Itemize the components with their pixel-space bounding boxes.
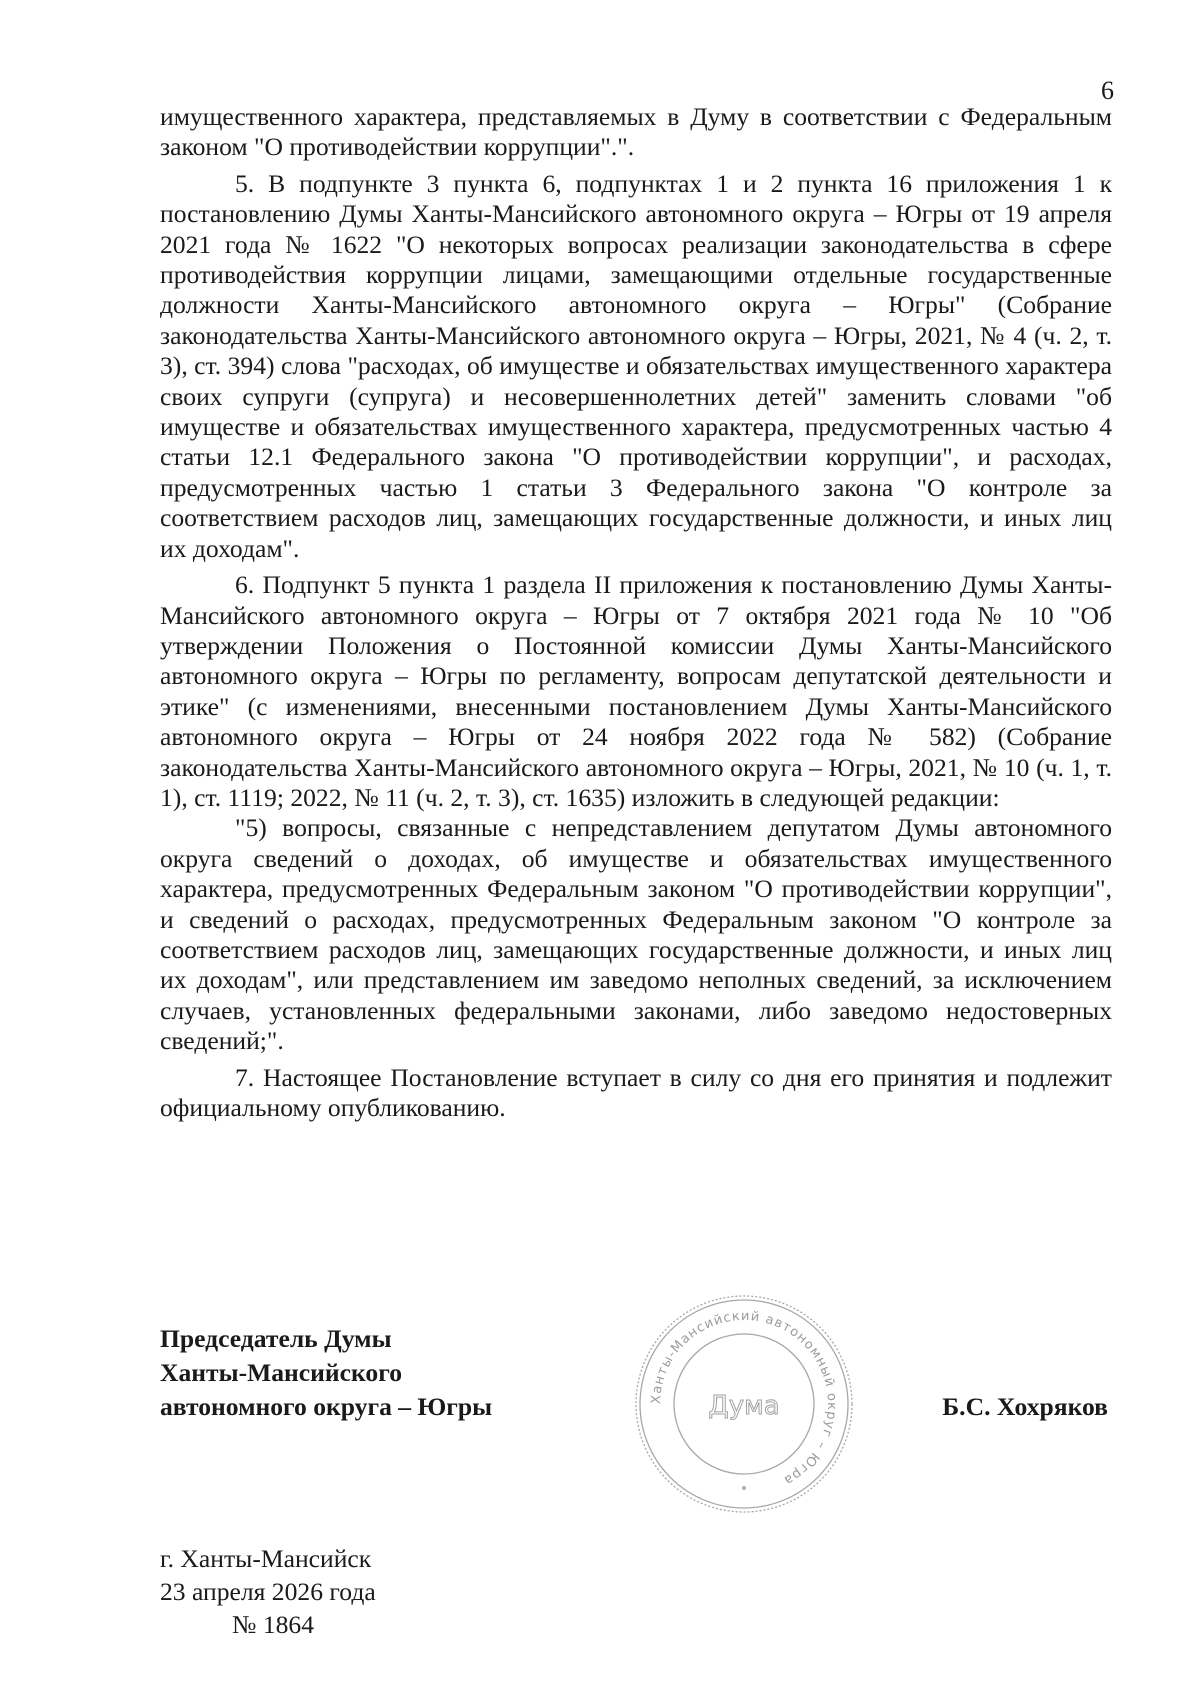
- footer-city: г. Ханты-Мансийск: [160, 1544, 372, 1573]
- seal-ring-text: Ханты-Мансийский автономный округ – Югра: [648, 1308, 840, 1489]
- seal-center-text: Дума: [708, 1391, 780, 1421]
- footer-date: 23 апреля 2026 года: [160, 1577, 376, 1606]
- official-seal-stamp: [630, 1290, 858, 1518]
- paragraph-item-7: 7. Настоящее Постановление вступает в силу со дня его принятия и подлежит официальному опубликованию.: [160, 1062, 1112, 1122]
- signature-title-line: автономного округа – Югры: [160, 1392, 493, 1421]
- document-footer: [160, 1542, 376, 1641]
- document-body: [160, 102, 1112, 1123]
- signer-name: Б.С. Хохряков: [942, 1392, 1108, 1421]
- page-number: 6: [1101, 76, 1114, 105]
- paragraph-item-6: 6. Подпункт 5 пункта 1 раздела II приложения к постановлению Думы Ханты-Мансийского автономного округа – Югры от 7 октября 2021 года № 10 "Об утверждении Положения о Постоянной комиссии Думы Ханты-Мансийского автономного округа – Югры по регламенту, вопросам депутатской деятельности и этике" (с изменениями, внесенными постановлением Думы Ханты-Мансийского автономного округа – Югры от 24 ноября 2022 года № 582) (Собрание законодательства Ханты-Мансийского автономного округа – Югры, 2021, № 10 (ч. 1, т. 1), ст. 1119; 2022, № 11 (ч. 2, т. 3), ст. 1635) изложить в следующей редакции:: [160, 570, 1112, 812]
- signature-title-line: Председатель Думы: [160, 1324, 392, 1353]
- paragraph-item-6-quote: "5) вопросы, связанные с непредставлением депутатом Думы автономного округа сведений о доходах, об имуществе и обязательствах имущественного характера, предусмотренных Федеральным законом "О противодействии коррупции", и сведений о расходах, предусмотренных Федеральным законом "О контроле за соответствием расходов лиц, замещающих государственные должности, и иных лиц их доходам", или представлением им заведомо неполных сведений, за исключением случаев, установленных федеральными законами, либо заведомо недостоверных сведений;".: [160, 813, 1112, 1056]
- signature-title: [160, 1322, 492, 1424]
- paragraph-item-5: 5. В подпункте 3 пункта 6, подпунктах 1 и 2 пункта 16 приложения 1 к постановлению Думы Ханты-Мансийского автономного округа – Югры от 19 апреля 2021 года № 1622 "О некоторых вопросах реализации законодательства в сфере противодействия коррупции лицами, замещающими отдельные государственные должности Ханты-Мансийского автономного округа – Югры" (Собрание законодательства Ханты-Мансийского автономного округа – Югры, 2021, № 4 (ч. 2, т. 3), ст. 394) слова "расходах, об имуществе и обязательствах имущественного характера своих супруги (супруга) и несовершеннолетних детей" заменить словами "об имуществе и обязательствах имущественного характера, предусмотренных частью 4 статьи 12.1 Федерального закона "О противодействии коррупции", и расходах, предусмотренных частью 1 статьи 3 Федерального закона "О контроле за соответствием расходов лиц, замещающих государственные должности, и иных лиц их доходам".: [160, 168, 1112, 563]
- footer-number: № 1864: [232, 1610, 315, 1639]
- signature-title-line: Ханты-Мансийского: [160, 1358, 403, 1387]
- paragraph-continuation: имущественного характера, представляемых в Думу в соответствии с Федеральным законом "О противодействии коррупции".".: [160, 102, 1112, 162]
